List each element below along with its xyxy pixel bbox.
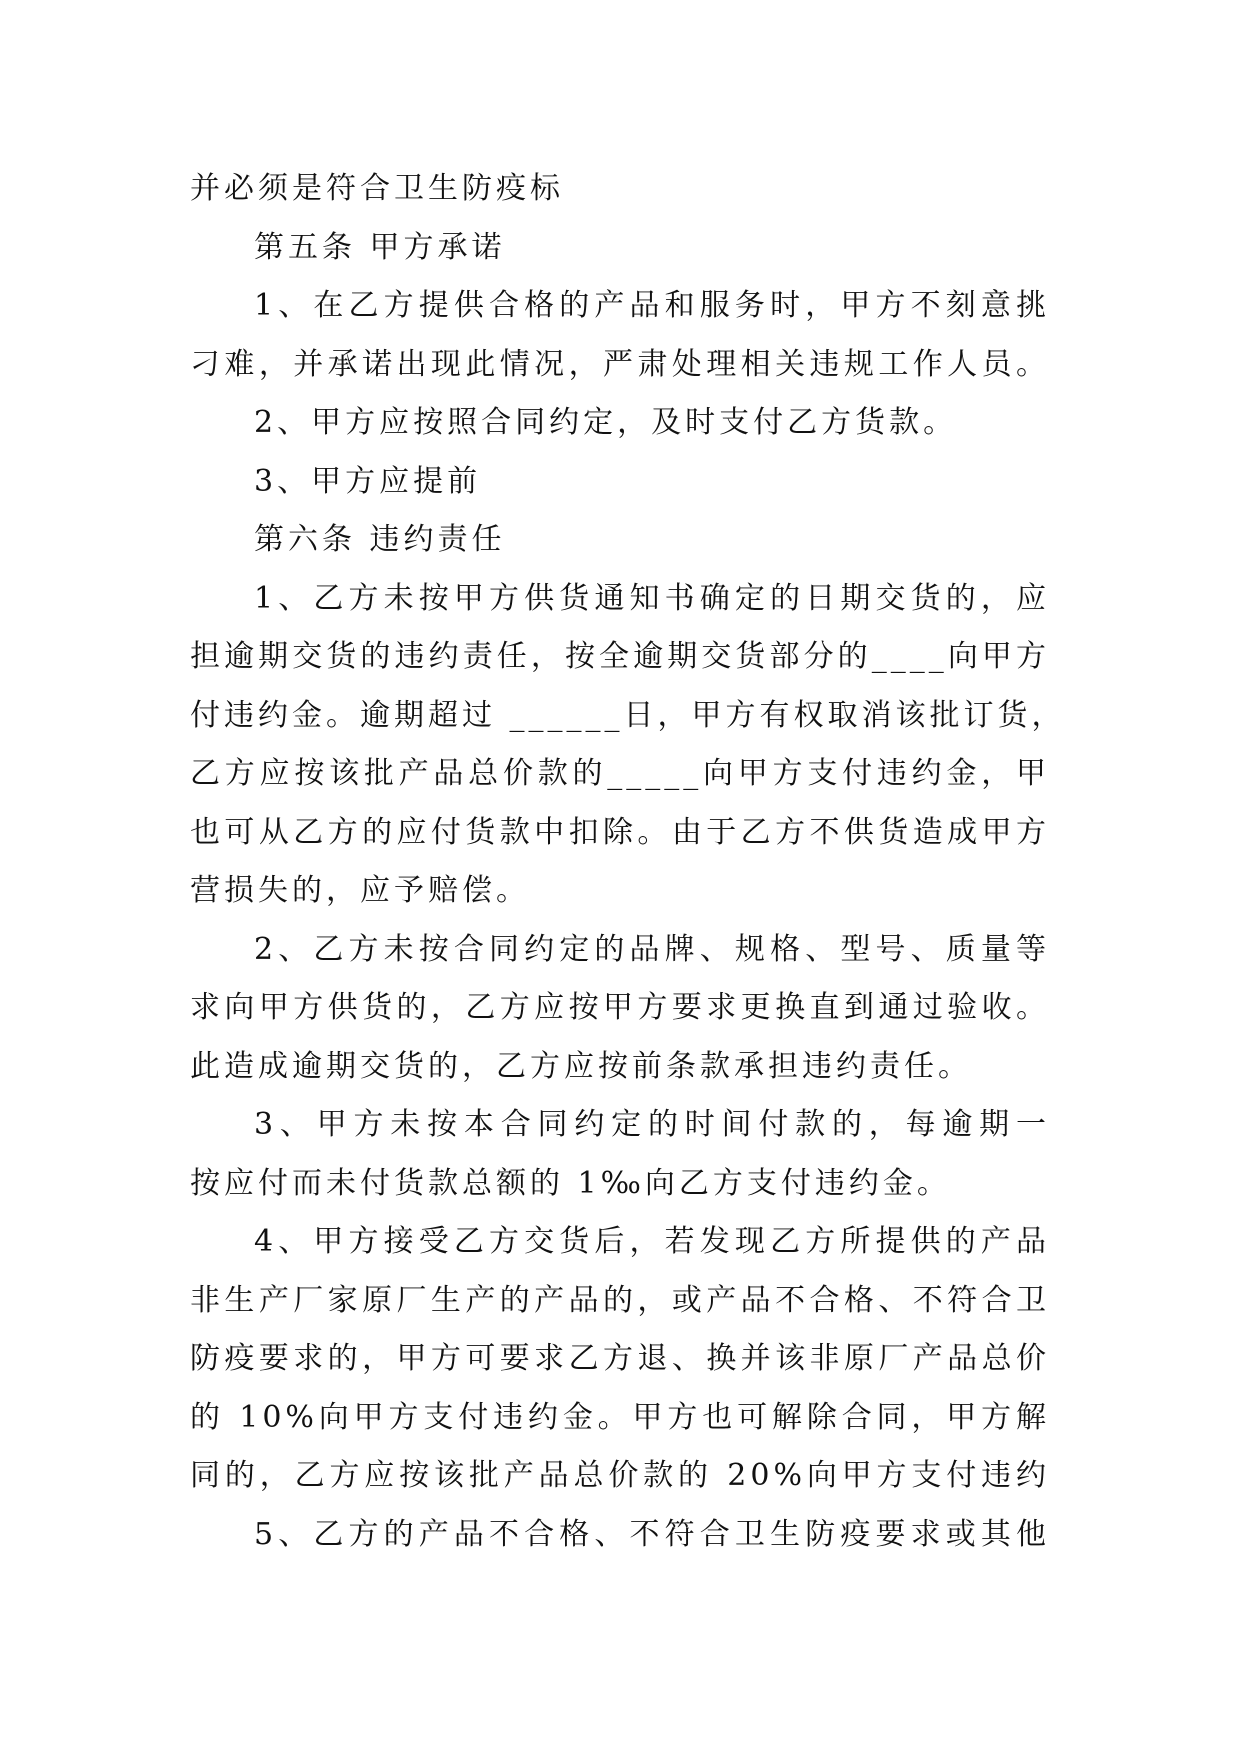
text-line: 2、乙方未按合同约定的品牌、规格、型号、质量等 [254,931,1050,967]
text-line: 担逾期交货的违约责任，按全逾期交货部分的____向甲方 [190,639,1050,674]
text-line: 的 10%向甲方支付违约金。甲方也可解除合同，甲方解 [190,1399,1050,1435]
text-line: 1、在乙方提供合格的产品和服务时，甲方不刻意挑 [254,288,1050,323]
text-line: 按应付而未付货款总额的 1‰向乙方支付违约金。 [190,1165,951,1201]
text-line: 乙方应按该批产品总价款的_____向甲方支付违约金，甲 [190,756,1050,791]
text-line: 营损失的，应予赔偿。 [190,873,530,908]
text-line: 此造成逾期交货的，乙方应按前条款承担违约责任。 [190,1048,972,1084]
text-line: 求向甲方供货的，乙方应按甲方要求更换直到通过验收。 [190,990,1050,1025]
text-line: 刁难，并承诺出现此情况，严肃处理相关违规工作人员。 [190,346,1050,382]
text-line: 非生产厂家原厂生产的产品的，或产品不合格、不符合卫 [190,1282,1050,1318]
text-line: 5、乙方的产品不合格、不符合卫生防疫要求或其他 [254,1516,1050,1552]
text-line: 付违约金。逾期超过 ______日，甲方有权取消该批订货， [190,697,1066,733]
text-line: 并必须是符合卫生防疫标 [190,171,564,206]
text-line: 同的，乙方应按该批产品总价款的 20%向甲方支付违约 [190,1458,1050,1493]
article-heading: 第六条 违约责任 [254,522,506,557]
article-heading: 第五条 甲方承诺 [254,229,506,265]
text-line: 1、乙方未按甲方供货通知书确定的日期交货的，应 [254,580,1050,616]
text-line: 2、甲方应按照合同约定，及时支付乙方货款。 [254,405,958,440]
text-line: 4、甲方接受乙方交货后，若发现乙方所提供的产品 [254,1224,1050,1259]
text-line: 3、甲方应提前 [254,463,482,499]
document-body [190,160,1066,1564]
text-line: 也可从乙方的应付货款中扣除。由于乙方不供货造成甲方 [190,814,1050,850]
text-line: 防疫要求的，甲方可要求乙方退、换并该非原厂产品总价 [190,1341,1050,1376]
text-line: 3、甲方未按本合同约定的时间付款的，每逾期一 [254,1107,1050,1142]
